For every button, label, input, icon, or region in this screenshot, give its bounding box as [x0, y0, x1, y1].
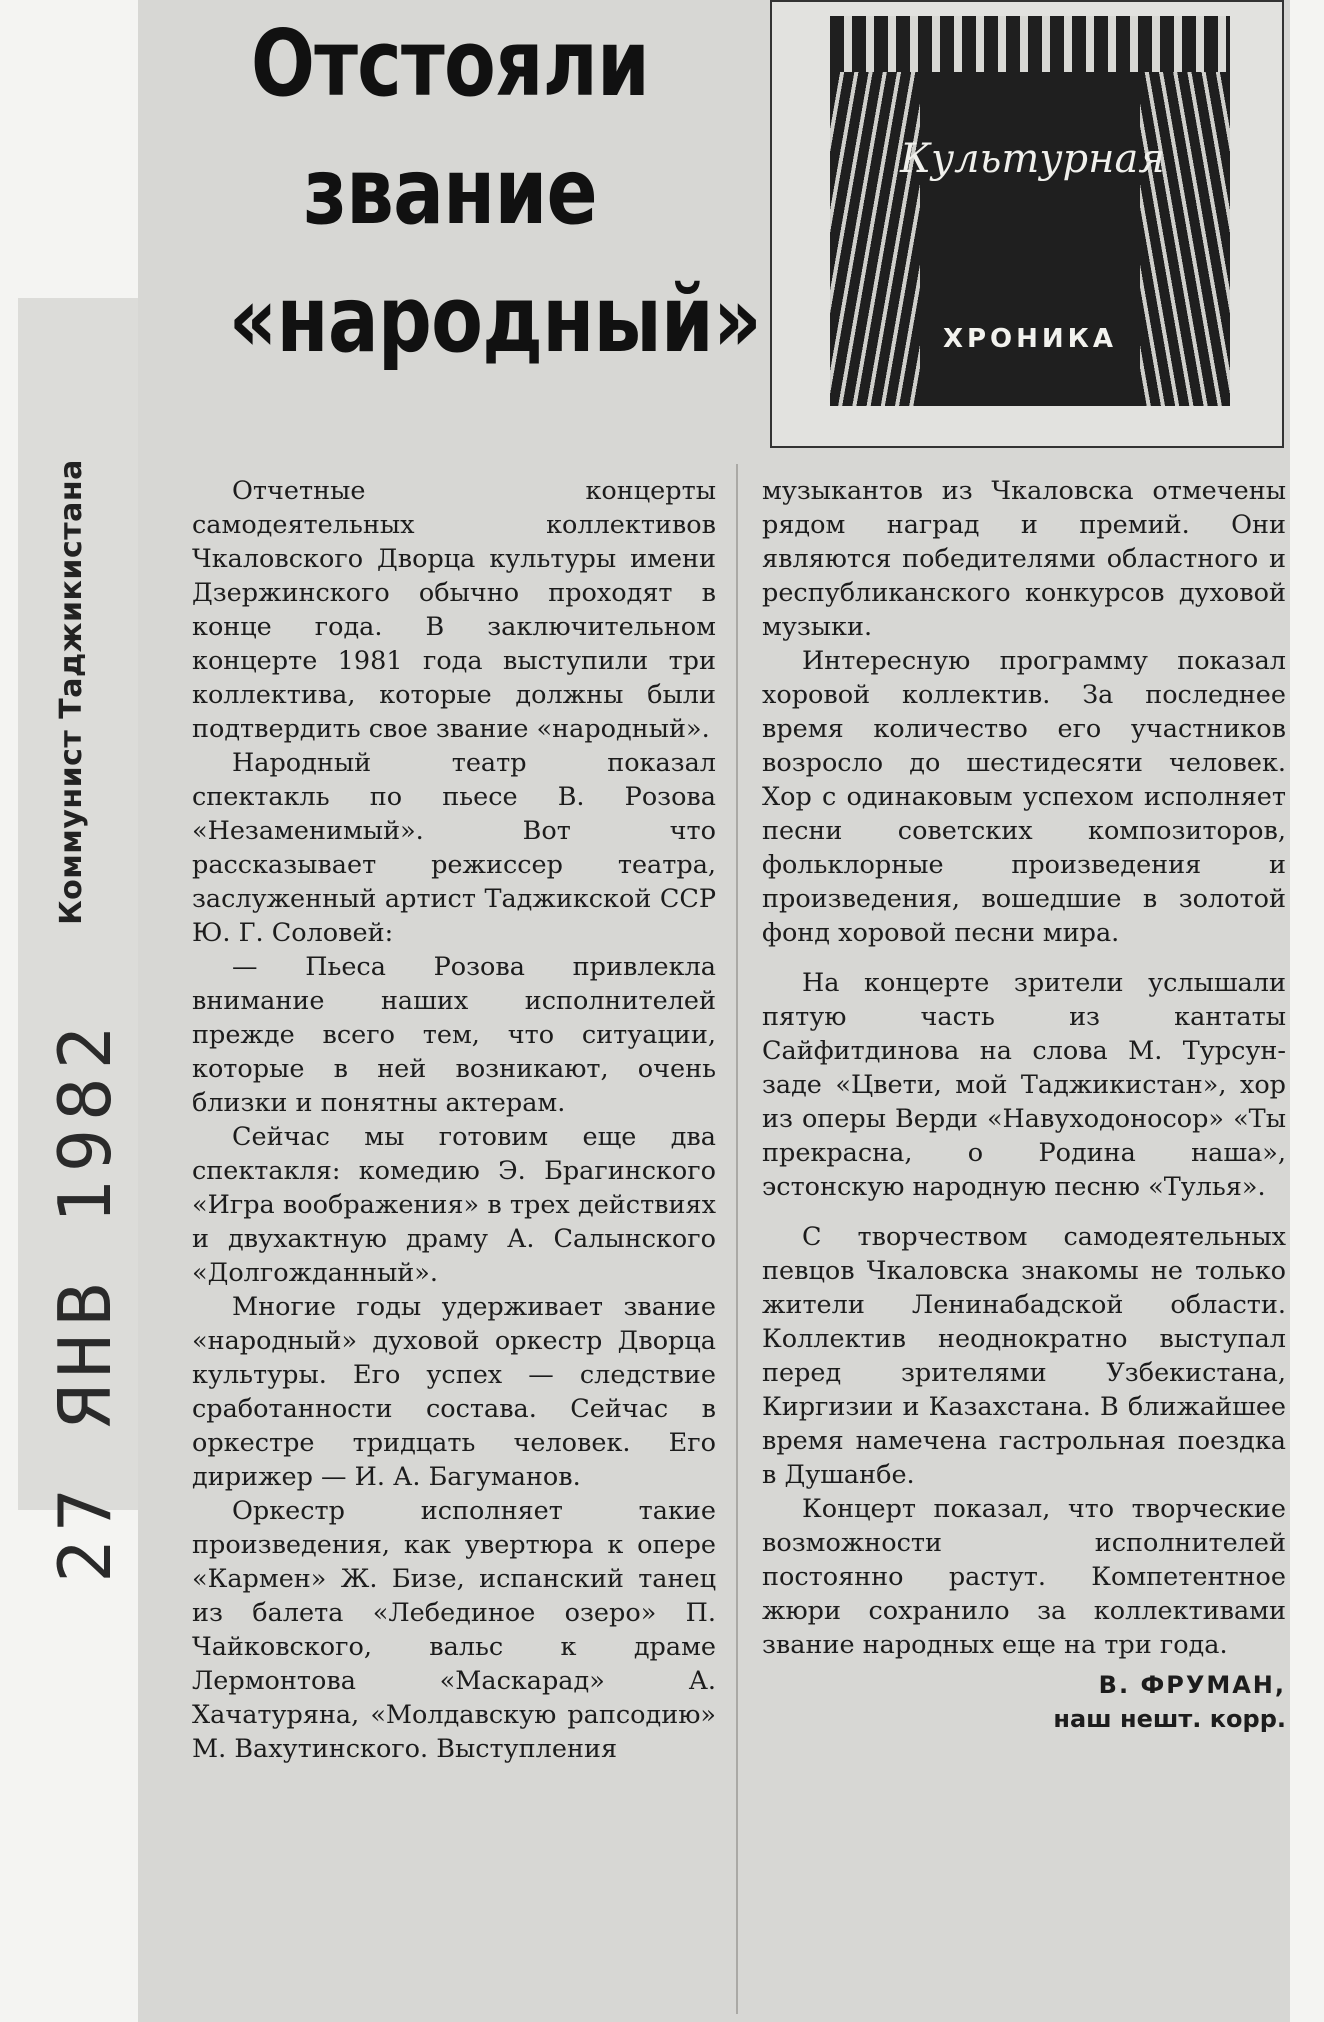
headline-line-1: Отстояли: [250, 10, 650, 117]
curtain-left: [830, 72, 920, 406]
column-divider: [736, 464, 738, 2014]
archive-stamp-strip: [18, 298, 148, 1583]
curtain-right: [1140, 72, 1230, 406]
article-headline: [180, 0, 761, 384]
logo-caption: ХРОНИКА: [942, 324, 1118, 354]
logo-script-text: Культурная: [900, 136, 1165, 182]
article-column-right: [762, 474, 1286, 1736]
author-signature: [762, 1668, 1286, 1736]
paragraph: Интересную программу показал хоровой коллектив. За последнее время количество его участников возросло до шестидесяти человек. Хор с одинаковым успехом исполняет песни советских композиторов, фольклорные произведения и произведения, вошедшие в золотой фонд хоровой песни мира.: [762, 646, 1286, 948]
article-column-left: [192, 474, 716, 1766]
paragraph-continued: музыкантов из Чкаловска отмечены рядом наград и премий. Они являются победителями областного и республиканского конкурсов духовой музыки.: [762, 476, 1286, 642]
paragraph: — Пьеса Розова привлекла внимание наших исполнителей прежде всего тем, что ситуации, которые в ней возникают, очень близки и понятны актерам.: [192, 952, 716, 1118]
paragraph: Многие годы удерживает звание «народный» духовой оркестр Дворца культуры. Его успех — следствие сработанности состава. Сейчас в оркестре тридцать человек. Его дирижер — И. А. Багуманов.: [192, 1292, 716, 1492]
paragraph: Отчетные концерты самодеятельных коллективов Чкаловского Дворца культуры имени Дзержинского обычно проходят в конце года. В заключительном концерте 1981 года выступили три коллектива, которые должны были подтвердить свое звание «народный».: [192, 476, 716, 744]
headline-line-2: звание: [303, 138, 597, 245]
author-name: В. ФРУМАН,: [1098, 1671, 1286, 1699]
culture-chronicle-logo: [770, 0, 1284, 448]
paragraph: Оркестр исполняет такие произведения, как увертюра к опере «Кармен» Ж. Бизе, испанский танец из балета «Лебединое озеро» П. Чайковского, вальс к драме Лермонтова «Маскарад» А. Хачатуряна, «Молдавскую рапсодию» М. Вахутинского. Выступления: [192, 1496, 716, 1764]
stamp-date: 27 ЯНВ 1982: [43, 1018, 127, 1583]
headline-line-3: «народный»: [228, 266, 761, 373]
author-role: наш нешт. корр.: [1053, 1705, 1286, 1733]
paragraph: Концерт показал, что творческие возможности исполнителей постоянно растут. Компетентное жюри сохранило за коллективами звание народных еще на три года.: [762, 1494, 1286, 1660]
stamp-newspaper-name: Коммунист Таджикистана: [54, 459, 89, 925]
paragraph: Сейчас мы готовим еще два спектакля: комедию Э. Брагинского «Игра воображения» в трех действиях и двухактную драму А. Салынского «Долгожданный».: [192, 1122, 716, 1288]
paragraph: На концерте зрители услышали пятую часть из кантаты Сайфитдинова на слова М. Турсун-заде «Цвети, мой Таджикистан», хор из оперы Верди «Навуходоносор» «Ты прекрасна, о Родина наша», эстонскую народную песню «Тулья».: [762, 968, 1286, 1202]
paragraph: Народный театр показал спектакль по пьесе В. Розова «Незаменимый». Вот что рассказывает режиссер театра, заслуженный артист Таджикской ССР Ю. Г. Соловей:: [192, 748, 716, 948]
paragraph: С творчеством самодеятельных певцов Чкаловска знакомы не только жители Ленинабадской области. Коллектив неоднократно выступал перед зрителями Узбекистана, Киргизии и Казахстана. В ближайшее время намечена гастрольная поездка в Душанбе.: [762, 1222, 1286, 1490]
curtain-theatre-logo-icon: [830, 16, 1230, 406]
curtain-valance: [830, 16, 1230, 72]
